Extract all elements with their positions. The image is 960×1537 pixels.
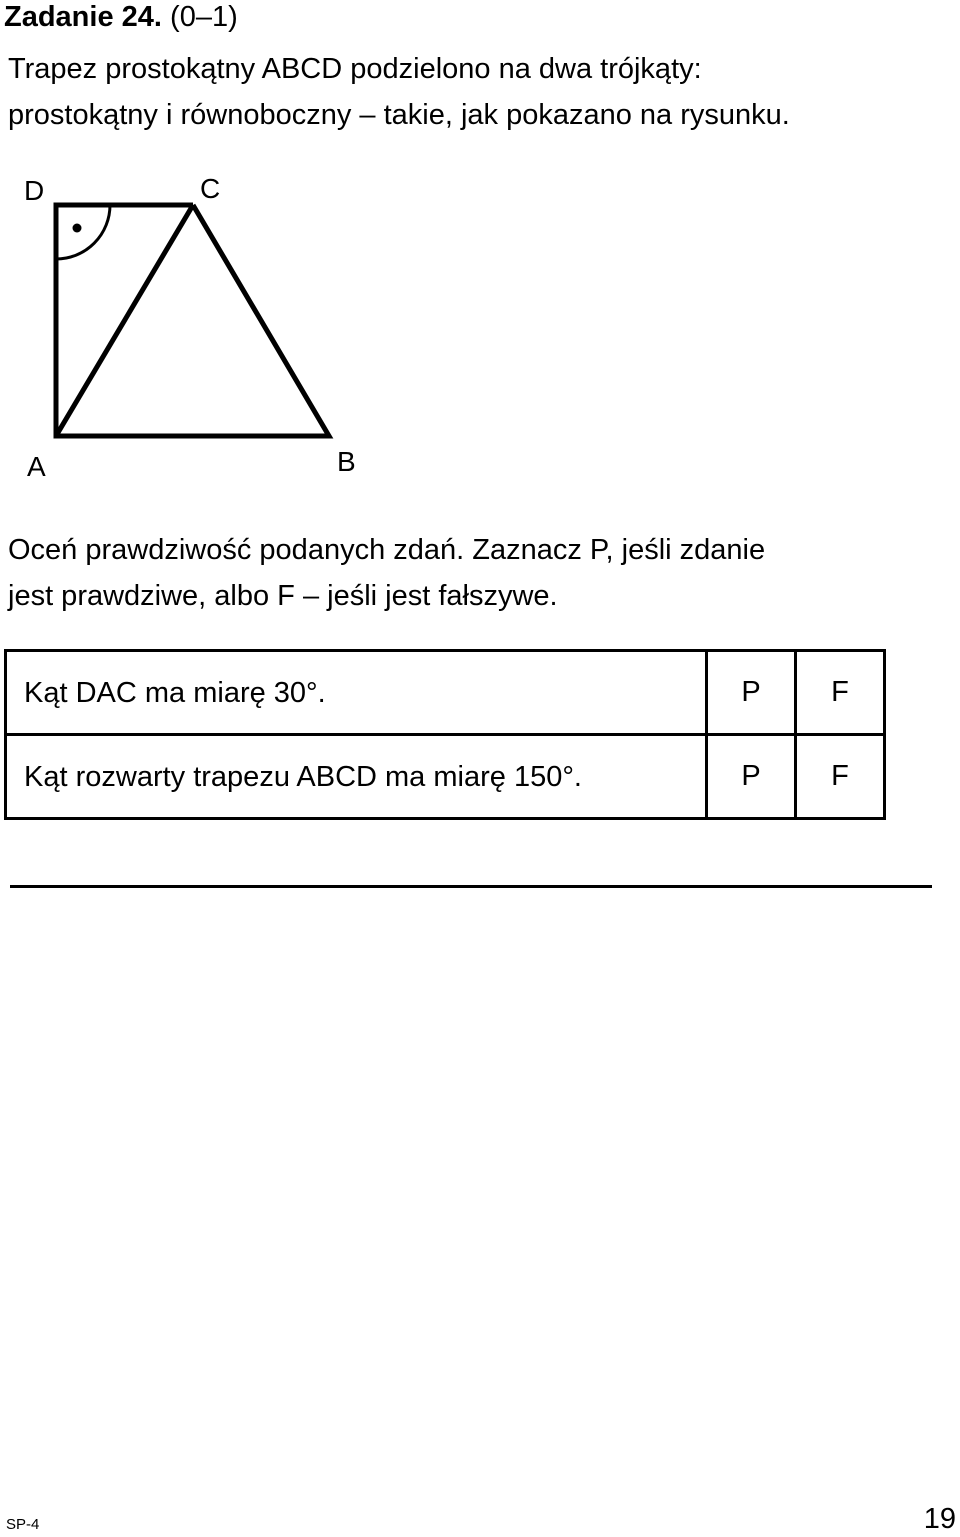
option-false[interactable]: F xyxy=(796,735,885,819)
task-points: (0–1) xyxy=(170,1,238,33)
statement-text: Kąt rozwarty trapezu ABCD ma miarę 150°. xyxy=(6,735,707,819)
divider xyxy=(10,885,932,888)
instruction xyxy=(8,527,948,619)
statement-text: Kąt DAC ma miarę 30°. xyxy=(6,651,707,735)
task-number: Zadanie 24. xyxy=(4,1,162,33)
trapezoid-figure xyxy=(0,160,400,490)
task-text-line: prostokątny i równoboczny – takie, jak pokazano na rysunku. xyxy=(8,99,790,131)
right-angle-arc xyxy=(56,205,110,259)
table-row xyxy=(6,651,885,735)
right-angle-dot xyxy=(73,224,82,233)
diagonal-ac xyxy=(56,205,193,436)
instruction-line: jest prawdziwe, albo F – jeśli jest fałszywe. xyxy=(8,580,558,612)
vertex-label-b: B xyxy=(337,446,356,477)
page-number: 19 xyxy=(923,1503,956,1535)
table-row xyxy=(6,735,885,819)
task-text xyxy=(8,46,948,138)
vertex-label-c: C xyxy=(200,173,221,204)
footer-code: SP-4 xyxy=(6,1516,40,1533)
option-true[interactable]: P xyxy=(707,651,796,735)
task-text-line: Trapez prostokątny ABCD podzielono na dwa trójkąty: xyxy=(8,53,702,85)
option-true[interactable]: P xyxy=(707,735,796,819)
option-false[interactable]: F xyxy=(796,651,885,735)
vertex-label-d: D xyxy=(24,175,45,206)
task-title xyxy=(4,0,238,34)
vertex-label-a: A xyxy=(27,451,46,482)
instruction-line: Oceń prawdziwość podanych zdań. Zaznacz P, jeśli zdanie xyxy=(8,534,766,566)
answer-table xyxy=(4,649,886,820)
